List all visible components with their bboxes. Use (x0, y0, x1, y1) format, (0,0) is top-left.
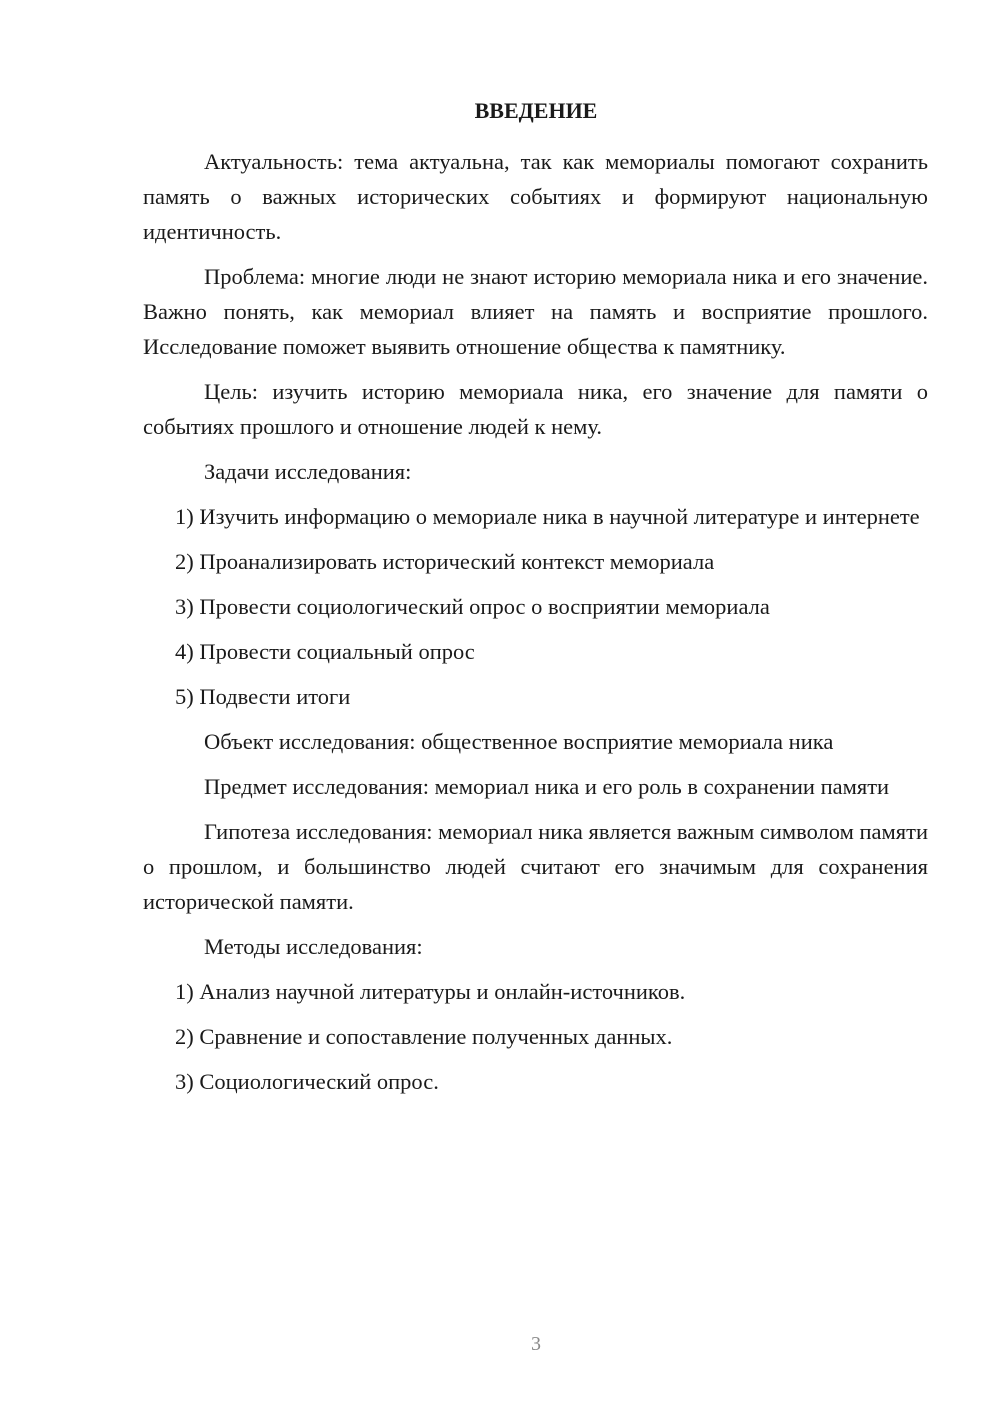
problem-paragraph: Проблема: многие люди не знают историю мемориала ника и его значение. Важно понять, как мемориал влияет на память и восприятие прошлого. Исследование поможет выявить отношение общества к памятнику. (143, 264, 928, 359)
method-item: 3) Социологический опрос. (175, 1069, 439, 1094)
task-item: 5) Подвести итоги (175, 684, 351, 709)
methods-heading: Методы исследования: (204, 934, 423, 959)
task-item: 1) Изучить информацию о мемориале ника в научной литературе и интернете (175, 504, 920, 529)
relevance-paragraph: Актуальность: тема актуальна, так как мемориалы помогают сохранить память о важных исторических событиях и формируют национальную идентичность. (143, 149, 928, 244)
subject-paragraph: Предмет исследования: мемориал ника и его роль в сохранении памяти (204, 774, 890, 799)
tasks-heading: Задачи исследования: (204, 459, 412, 484)
hypothesis-paragraph: Гипотеза исследования: мемориал ника является важным символом памяти о прошлом, и большинство людей считают его значимым для сохранения исторической памяти. (143, 819, 928, 914)
page-number: 3 (531, 1333, 541, 1355)
document-body (143, 144, 928, 1109)
task-item: 4) Провести социальный опрос (175, 639, 475, 664)
object-paragraph: Объект исследования: общественное восприятие мемориала ника (204, 729, 834, 754)
task-item: 2) Проанализировать исторический контекст мемориала (175, 549, 715, 574)
goal-paragraph: Цель: изучить историю мемориала ника, его значение для памяти о событиях прошлого и отношение людей к нему. (143, 379, 928, 439)
method-item: 2) Сравнение и сопоставление полученных данных. (175, 1024, 673, 1049)
method-item: 1) Анализ научной литературы и онлайн-источников. (175, 979, 686, 1004)
section-title: ВВЕДЕНИЕ (474, 98, 598, 123)
task-item: 3) Провести социологический опрос о восприятии мемориала (175, 594, 770, 619)
